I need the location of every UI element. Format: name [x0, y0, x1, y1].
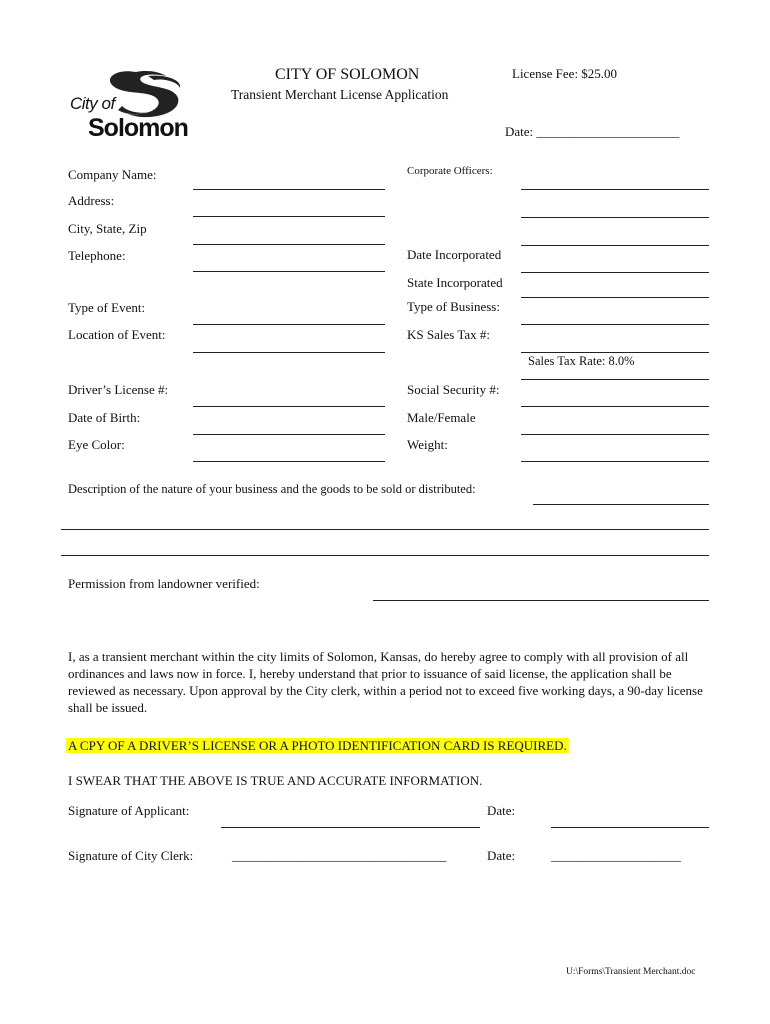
state-incorporated-label: State Incorporated	[407, 275, 503, 290]
male-female-line[interactable]	[521, 434, 709, 435]
location-of-event-line[interactable]	[193, 352, 385, 353]
city-state-zip-line[interactable]	[193, 244, 385, 245]
address-line[interactable]	[193, 216, 385, 217]
drivers-license-line[interactable]	[193, 406, 385, 407]
social-security-label: Social Security #:	[407, 382, 500, 397]
corporate-officers-label: Corporate Officers:	[407, 165, 493, 177]
id-required-notice	[66, 738, 569, 754]
description-line-3[interactable]	[61, 555, 709, 556]
corporate-officer-line-1[interactable]	[521, 189, 709, 190]
ks-sales-tax-line[interactable]	[521, 352, 709, 353]
clerk-date-label: Date:	[487, 848, 516, 863]
type-of-event-label: Type of Event:	[68, 300, 146, 315]
type-of-event-line[interactable]	[193, 324, 385, 325]
date-incorporated-label: Date Incorporated	[407, 247, 502, 262]
id-required-notice-text: A CPY OF A DRIVER’S LICENSE OR A PHOTO IDENTIFICATION CARD IS REQUIRED.	[68, 738, 567, 753]
weight-line[interactable]	[521, 461, 709, 462]
description-line-1[interactable]	[533, 504, 709, 505]
state-incorporated-line[interactable]	[521, 297, 709, 298]
form-title: CITY OF SOLOMON	[275, 66, 420, 83]
permission-line[interactable]	[373, 600, 709, 601]
oath-statement: I SWEAR THAT THE ABOVE IS TRUE AND ACCURATE INFORMATION.	[68, 773, 483, 788]
corporate-officer-line-2[interactable]	[521, 217, 709, 218]
company-name-label: Company Name:	[68, 167, 157, 182]
weight-label: Weight:	[407, 437, 448, 452]
date-incorporated-line[interactable]	[521, 272, 709, 273]
description-line-2[interactable]	[61, 529, 709, 530]
type-of-business-line[interactable]	[521, 324, 709, 325]
applicant-signature-label: Signature of Applicant:	[68, 803, 190, 818]
corporate-officer-line-3[interactable]	[521, 245, 709, 246]
clerk-signature-label: Signature of City Clerk:	[68, 848, 194, 863]
social-security-line[interactable]	[521, 406, 709, 407]
telephone-label: Telephone:	[68, 248, 126, 263]
type-of-business-label: Type of Business:	[407, 299, 500, 314]
description-label: Description of the nature of your business and the goods to be sold or distributed:	[68, 482, 476, 496]
applicant-date-line[interactable]	[551, 827, 709, 828]
company-name-line[interactable]	[193, 189, 385, 190]
date-of-birth-label: Date of Birth:	[68, 410, 141, 425]
city-state-zip-label: City, State, Zip	[68, 221, 147, 236]
applicant-date-label: Date:	[487, 803, 516, 818]
address-label: Address:	[68, 193, 115, 208]
sales-tax-rate: Sales Tax Rate: 8.0%	[528, 354, 635, 368]
date-of-birth-line[interactable]	[193, 434, 385, 435]
footer-file-path: U:\Forms\Transient Merchant.doc	[566, 967, 696, 977]
logo-name-text: Solomon	[88, 114, 188, 142]
eye-color-label: Eye Color:	[68, 437, 125, 452]
clerk-date-line[interactable]: ____________________	[551, 848, 681, 863]
location-of-event-label: Location of Event:	[68, 327, 166, 342]
telephone-line[interactable]	[193, 271, 385, 272]
header-date-field[interactable]: Date: ______________________	[505, 124, 680, 139]
male-female-label: Male/Female	[407, 410, 476, 425]
form-subtitle: Transient Merchant License Application	[231, 87, 449, 102]
ks-sales-tax-label: KS Sales Tax #:	[407, 327, 490, 342]
city-logo	[66, 66, 198, 146]
license-fee: License Fee: $25.00	[512, 66, 618, 81]
sales-tax-rate-line[interactable]	[521, 379, 709, 380]
eye-color-line[interactable]	[193, 461, 385, 462]
agreement-paragraph: I, as a transient merchant within the city limits of Solomon, Kansas, do hereby agree to comply with all provision of all ordinances and laws now in force. I, hereby understand that prior to issuance of said license, the application shall be reviewed as necessary. Upon approval by the City clerk, within a period not to exceed five working days, a 90-day license shall be issued.	[68, 649, 703, 715]
logo-city-text: City of	[70, 94, 115, 113]
clerk-signature-line[interactable]: _________________________________	[232, 848, 447, 863]
applicant-signature-line[interactable]	[221, 827, 480, 828]
permission-label: Permission from landowner verified:	[68, 576, 260, 591]
drivers-license-label: Driver’s License #:	[68, 382, 169, 397]
